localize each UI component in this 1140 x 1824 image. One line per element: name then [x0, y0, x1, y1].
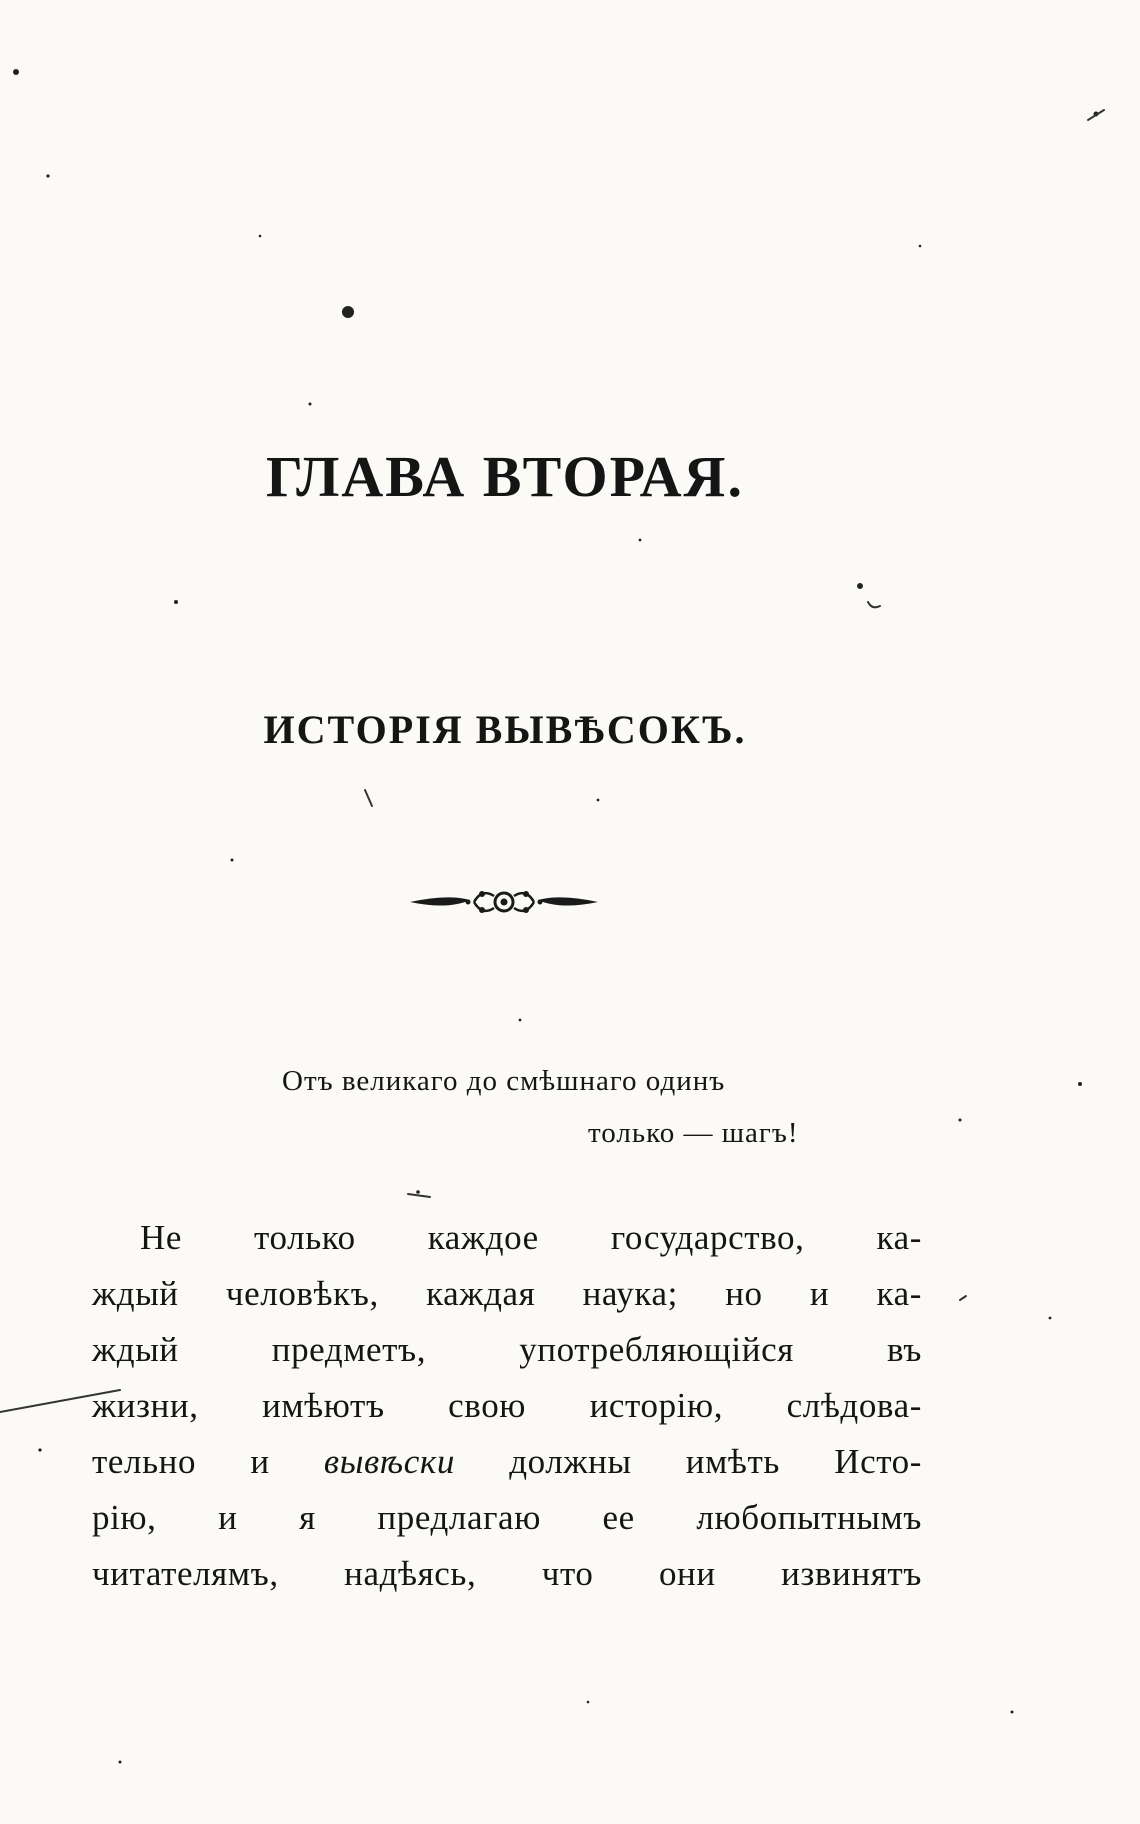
floral-divider-icon: [408, 880, 600, 924]
body-line: ждый человѣкъ, каждая наука; но и ка-: [92, 1274, 922, 1313]
body-line: жизни, имѣютъ свою исторію, слѣдова-: [92, 1386, 922, 1425]
chapter-title: ГЛАВА ВТОРАЯ.: [266, 444, 744, 509]
body-line: рію, и я предлагаю ее любопытнымъ: [92, 1498, 922, 1537]
chapter-subtitle: ИСТОРІЯ ВЫВѢСОКЪ.: [263, 707, 747, 752]
body-line: читателямъ, надѣясь, что они извинятъ: [92, 1554, 922, 1593]
body-line-text: тельно и: [92, 1442, 324, 1481]
body-line: ждый предметъ, употребляющійся въ: [92, 1330, 922, 1369]
epigraph-line: только — шагъ!: [588, 1117, 799, 1149]
italic-word: вывѣски: [323, 1442, 455, 1481]
body-line-text: должны имѣть Исто-: [454, 1442, 922, 1481]
body-line: [92, 1434, 922, 1490]
body-line: Не только каждое государство, ка-: [140, 1218, 922, 1257]
epigraph-line: Отъ великаго до смѣшнаго одинъ: [282, 1065, 726, 1097]
body-paragraph: [92, 1210, 922, 1602]
epigraph: [270, 1055, 930, 1159]
